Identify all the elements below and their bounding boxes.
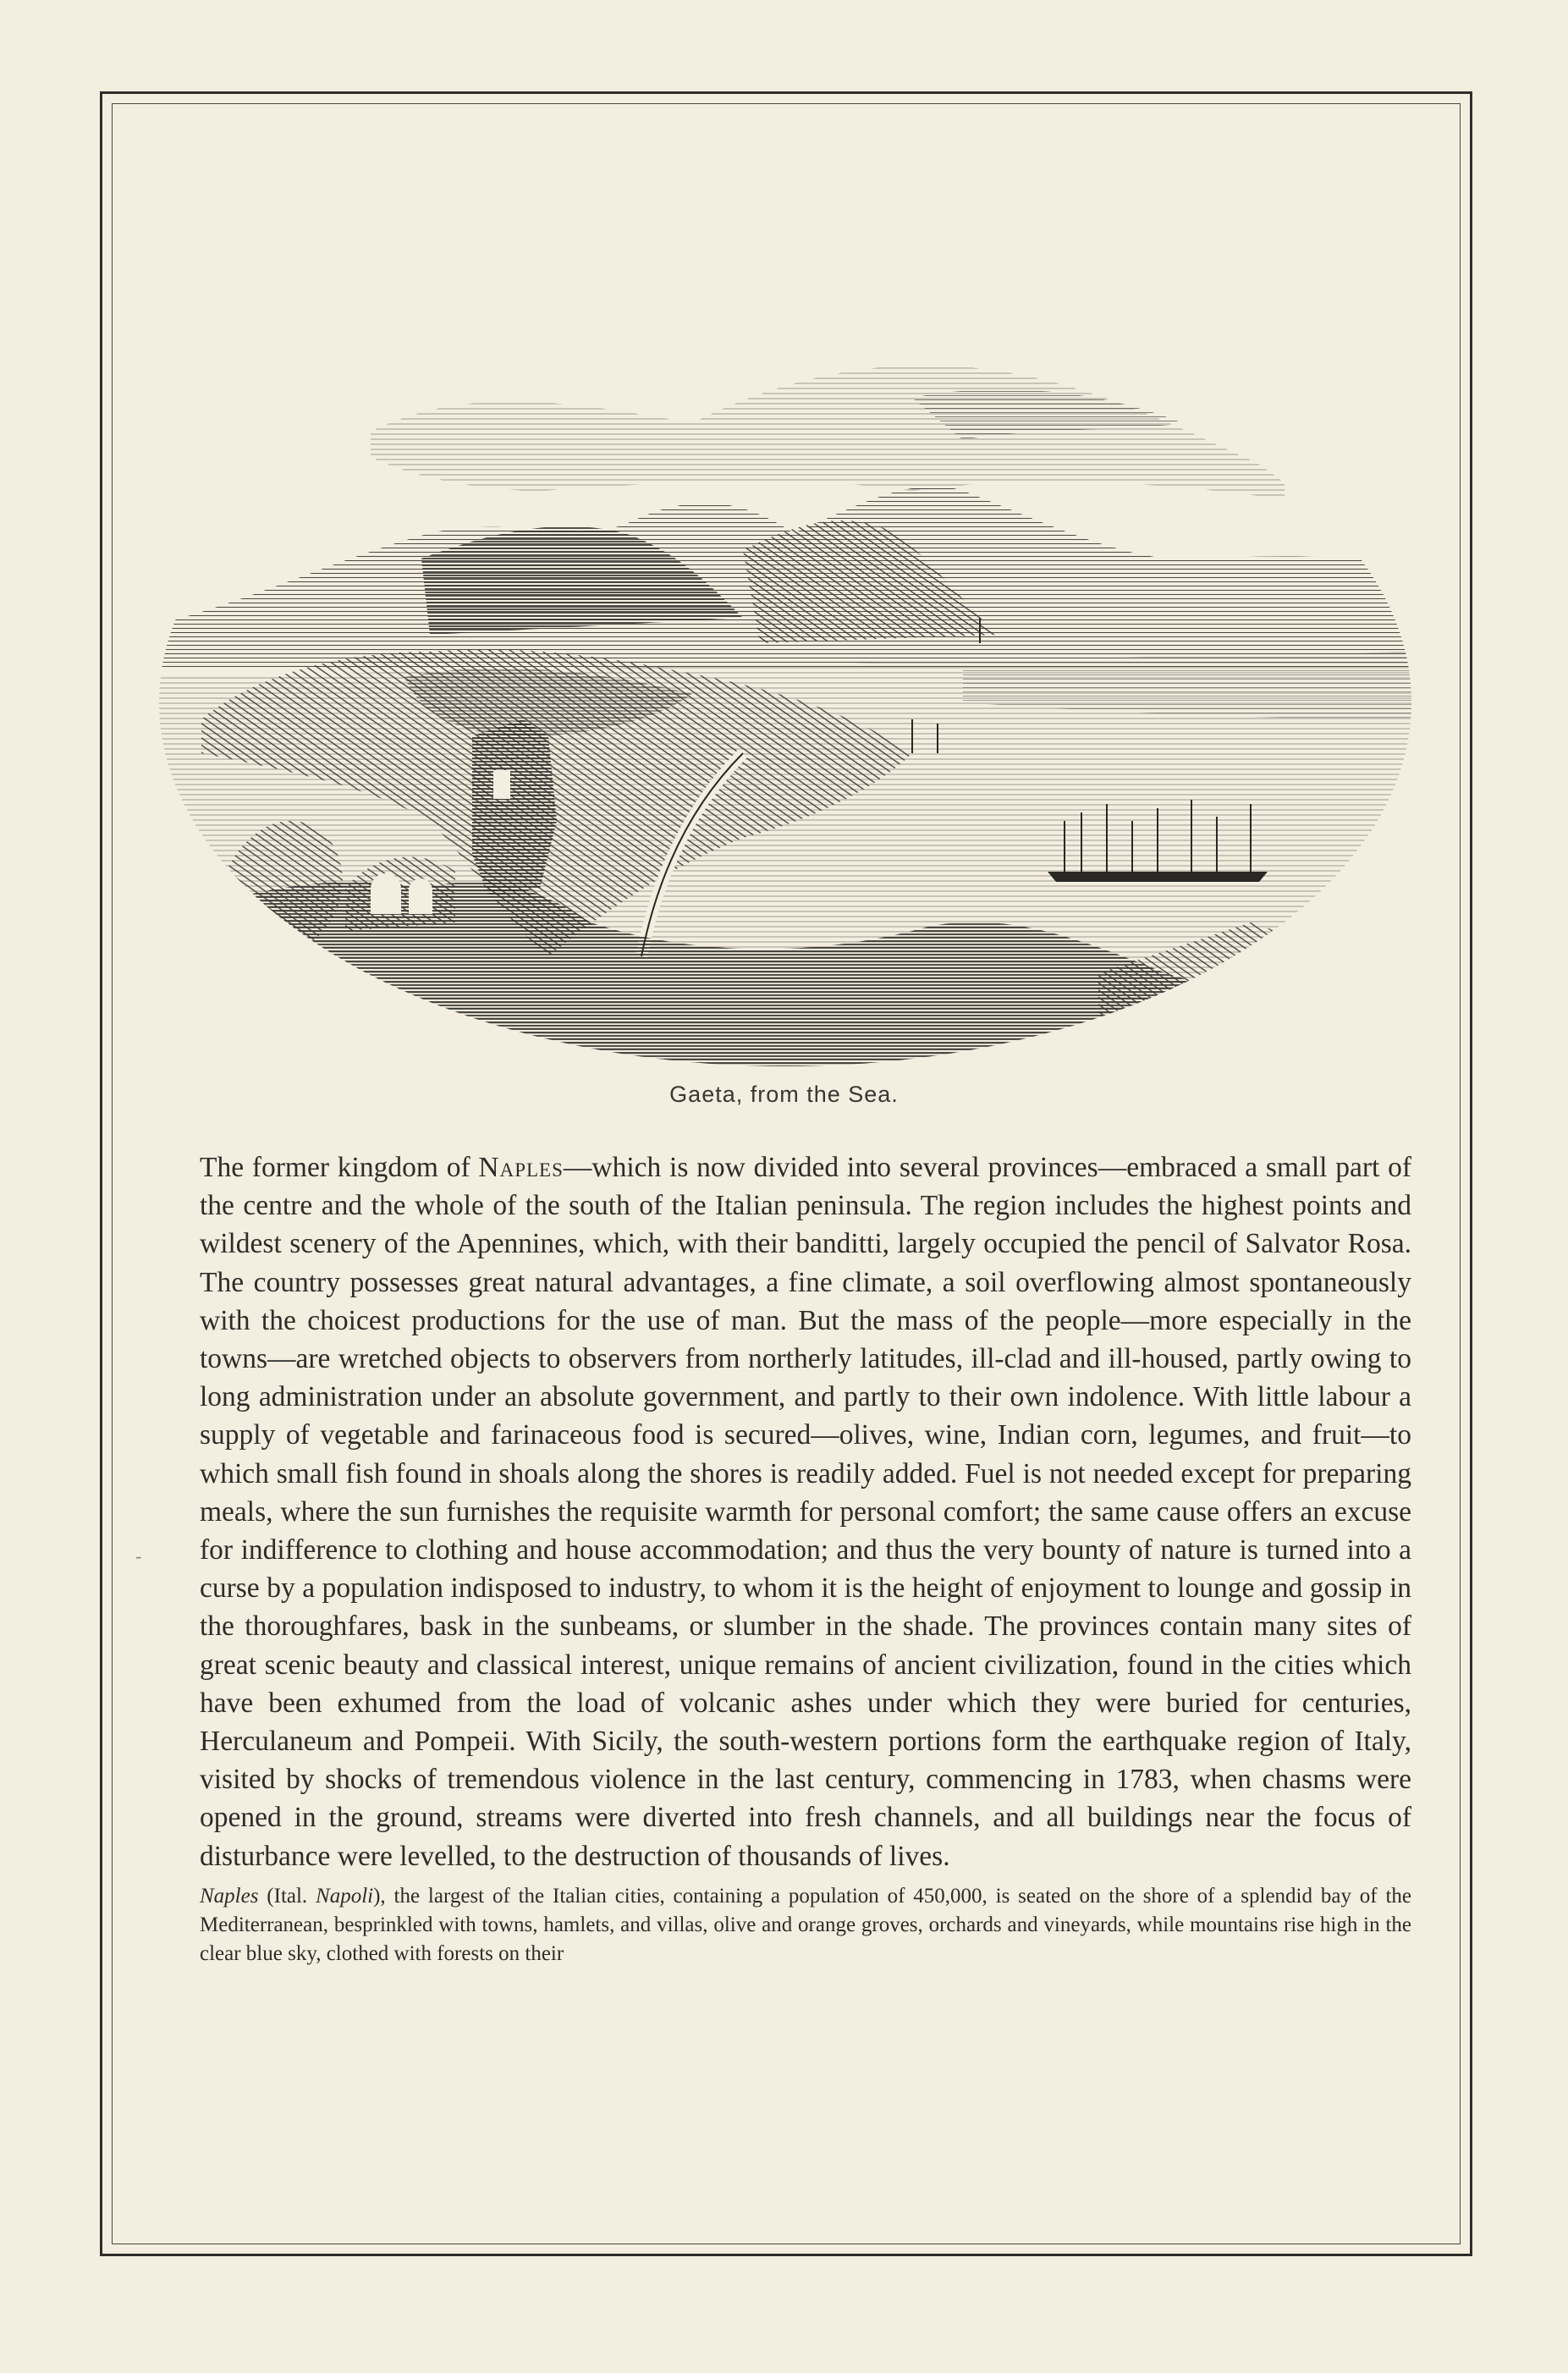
main-paragraph: [200, 1148, 1411, 1875]
footnote-paragraph: [200, 1882, 1411, 1968]
paragraph-text: —which is now divided into several provinces—embraced a small part of the centre and the whole of the south of the Italian peninsula. The region includes the highest points and wildest scenery of the Apennines, which, with their banditti, largely occupied the pencil of Salvator Rosa. The country possesses great natural advantages, a fine climate, a soil overflowing almost spontaneously with the choicest productions for the use of man. But the mass of the people—more especially in the towns—are wretched objects to observers from northerly latitudes, ill-clad and ill-housed, partly owing to long administration under an absolute government, and partly to their own indolence. With little labour a supply of vegetable and farinaceous food is secured—olives, wine, Indian corn, legumes, and fruit—to which small fish found in shoals along the shores is readily added. Fuel is not needed except for preparing meals, where the sun furnishes the requisite warmth for personal comfort; the same cause offers an excuse for indifference to clothing and house accommodation; and thus the very bounty of nature is turned into a curse by a population indisposed to industry, to whom it is the height of enjoyment to lounge and gossip in the thoroughfares, bask in the sunbeams, or slumber in the shade. The provinces contain many sites of great scenic beauty and classical interest, unique remains of ancient civilization, found in the cities which have been exhumed from the load of volcanic ashes under which they were buried for centuries, Herculaneum and Pompeii. With Sicily, the south-western portions form the earthquake region of Italy, visited by shocks of tremendous violence in the last century, commencing in 1783, when chasms were opened in the ground, streams were diverted into fresh channels, and all buildings near the focus of disturbance were levelled, to the destruction of thousands of lives.: [200, 1152, 1411, 1872]
figure-caption: Gaeta, from the Sea.: [669, 1082, 899, 1107]
naples-italic: Naples: [200, 1885, 259, 1908]
margin-mark: -: [135, 1545, 142, 1566]
gaeta-engraving-illustration: [151, 279, 1420, 1066]
footnote-text: ), the largest of the Italian cities, containing a population of 450,000, is seated on the shore of a splendid bay of the Mediterranean, besprinkled with towns, hamlets, and villas, olive and orange groves, orchards and vineyards, while mountains rise high in the clear blue sky, clothed with forests on their: [200, 1885, 1411, 1965]
paragraph-lead: The former kingdom of: [200, 1152, 479, 1183]
ital-open: (Ital.: [258, 1885, 316, 1908]
naples-smallcaps: Naples: [478, 1152, 564, 1183]
napoli-italic: Napoli: [316, 1885, 374, 1908]
